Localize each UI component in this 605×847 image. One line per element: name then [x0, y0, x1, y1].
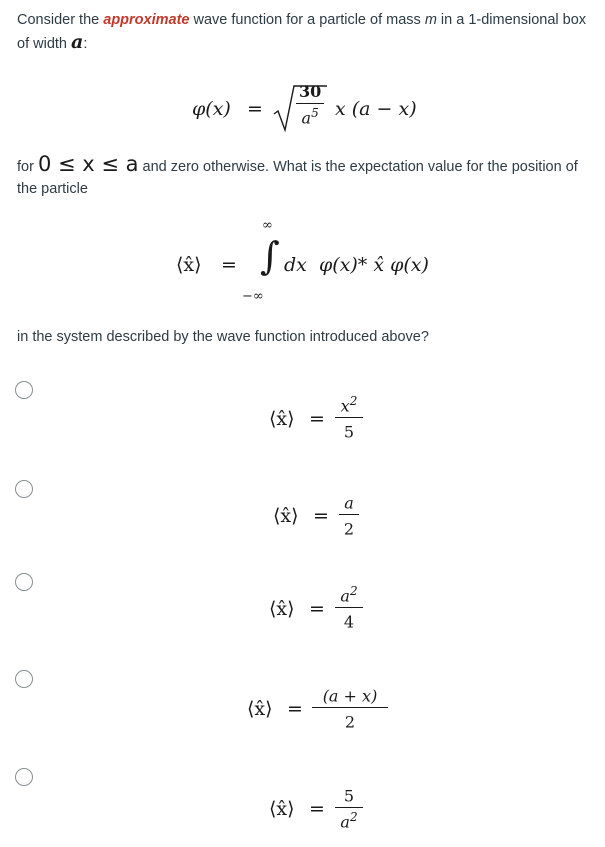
option-denominator: 2 [344, 712, 356, 732]
equals-sign: = [309, 408, 325, 430]
sqrt-denominator: a [301, 108, 312, 128]
sqrt-denominator-exponent: 5 [311, 106, 319, 120]
option-5-radio[interactable] [15, 768, 33, 786]
option-1-radio[interactable] [15, 381, 33, 399]
integrand: dx φ(x)* x̂ φ(x) [284, 254, 429, 276]
option-numerator-exponent: 2 [349, 394, 358, 408]
option-numerator: a [344, 493, 354, 513]
option-fraction [339, 491, 359, 539]
option-denominator: 5 [343, 422, 355, 442]
approximate-emphasis: approximate [103, 12, 190, 28]
option-2-radio[interactable] [15, 480, 33, 498]
option-lhs: ⟨x̂⟩ [247, 698, 273, 720]
range-math: 0 ≤ x ≤ a [37, 152, 139, 176]
intro-colon: : [83, 36, 88, 52]
equals-sign: = [309, 798, 325, 820]
integral-upper-limit: ∞ [262, 218, 273, 233]
equals-sign: = [313, 505, 329, 527]
sqrt-numerator: 30 [299, 82, 322, 101]
intro-text-post: in a 1-dimensional box of width [17, 12, 587, 52]
option-denominator: 4 [343, 612, 355, 632]
width-symbol: a [71, 31, 84, 53]
option-denominator-exponent: 2 [349, 810, 358, 825]
integral-lower-limit: −∞ [242, 289, 264, 304]
expectation-lhs: ⟨x̂⟩ [176, 254, 202, 276]
integral-sign: ∫ [260, 234, 280, 278]
option-3-radio[interactable] [15, 573, 33, 591]
option-lhs: ⟨x̂⟩ [269, 598, 295, 620]
option-numerator: x [340, 396, 350, 416]
option-denominator: 2 [343, 519, 355, 539]
question-intro [17, 9, 597, 55]
option-numerator: a [340, 586, 350, 606]
sqrt-fraction [296, 82, 324, 127]
option-denominator: a [340, 812, 350, 832]
option-fraction [335, 394, 363, 442]
option-lhs: ⟨x̂⟩ [269, 408, 295, 430]
equals-sign: = [287, 698, 303, 720]
option-lhs: ⟨x̂⟩ [269, 798, 295, 820]
intro-text-mid: wave function for a particle of mass [189, 12, 425, 28]
mass-symbol: m [424, 12, 437, 28]
equals-sign: = [309, 598, 325, 620]
option-fraction [335, 784, 363, 832]
option-fraction [335, 584, 363, 632]
option-4-radio[interactable] [15, 670, 33, 688]
wavefunction-rhs: x (a − x) [335, 98, 417, 120]
range-text-post: and zero otherwise. What is the expectation value for the position of the particle [17, 159, 578, 197]
question-closing: in the system described by the wave function introduced above? [17, 329, 429, 345]
option-lhs: ⟨x̂⟩ [273, 505, 299, 527]
intro-text: Consider the [17, 12, 104, 28]
question-range [17, 153, 597, 200]
option-numerator: (a + x) [322, 686, 378, 706]
equals-sign: = [221, 254, 237, 276]
range-text-pre: for [17, 159, 38, 175]
equals-sign: = [247, 98, 263, 120]
option-numerator: 5 [343, 786, 355, 806]
option-fraction [312, 684, 388, 732]
option-numerator-exponent: 2 [349, 584, 358, 598]
wavefunction-lhs: φ(x) [192, 98, 231, 120]
